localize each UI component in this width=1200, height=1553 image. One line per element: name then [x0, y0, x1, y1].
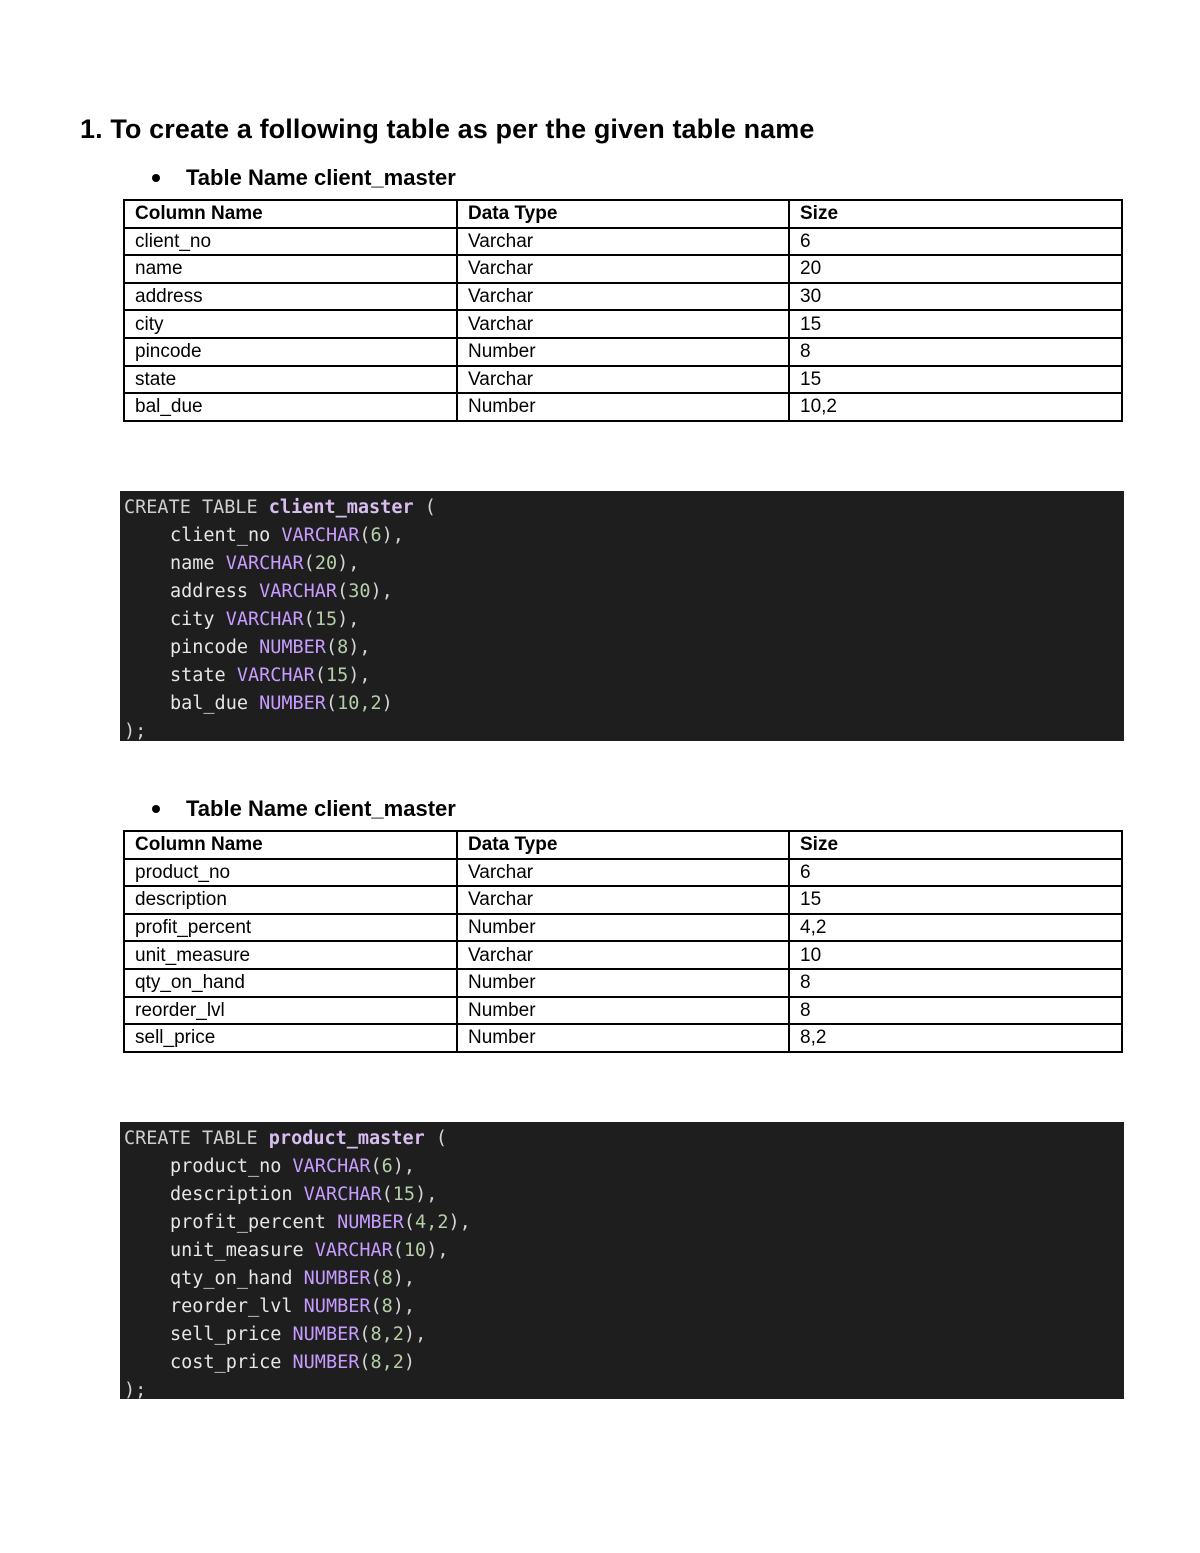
code-keyword: CREATE TABLE [124, 497, 258, 518]
table-row [124, 255, 1122, 283]
code-args: 8,2 [370, 1324, 404, 1345]
code-args: 30 [348, 581, 371, 602]
header-data-type: Data Type [457, 200, 789, 228]
cell-column-name: state [124, 366, 457, 394]
code-column-name: cost_price [170, 1352, 282, 1373]
table-row [124, 859, 1122, 887]
code-type: VARCHAR [303, 1184, 382, 1205]
cell-data-type: Number [457, 1024, 789, 1052]
code-column-name: client_no [170, 525, 271, 546]
cell-size: 8 [789, 338, 1122, 366]
code-line-create [124, 494, 1124, 522]
cell-data-type: Number [457, 338, 789, 366]
cell-data-type: Varchar [457, 859, 789, 887]
cell-column-name: city [124, 310, 457, 338]
code-column-name: bal_due [170, 693, 248, 714]
code-line-close [124, 718, 1124, 746]
code-args: 10,2 [337, 693, 382, 714]
code-separator: , [348, 609, 360, 630]
code-column-name: unit_measure [170, 1240, 304, 1261]
code-args: 8 [381, 1296, 393, 1317]
cell-size: 4,2 [789, 914, 1122, 942]
code-column-name: address [170, 581, 248, 602]
code-type: VARCHAR [225, 609, 304, 630]
code-separator: , [403, 1296, 416, 1317]
product-master-spec-table [123, 830, 1123, 1053]
cell-size: 8 [789, 969, 1122, 997]
code-args: 20 [314, 553, 338, 574]
code-column-name: pincode [170, 637, 248, 658]
code-line-column: client_no VARCHAR(6), [170, 525, 404, 546]
code-line-column: description VARCHAR(15), [170, 1184, 438, 1205]
code-column-name: profit_percent [170, 1212, 326, 1233]
code-type: NUMBER [292, 1352, 360, 1373]
code-column-name: state [170, 665, 226, 686]
code-type: NUMBER [303, 1268, 371, 1289]
table-row [124, 393, 1122, 421]
code-separator: , [459, 1212, 471, 1233]
cell-column-name: unit_measure [124, 941, 457, 969]
cell-size: 8,2 [789, 1024, 1122, 1052]
code-type: VARCHAR [259, 581, 338, 602]
code-args: 8 [337, 637, 349, 658]
code-type: NUMBER [259, 637, 326, 658]
code-line-column: bal_due NUMBER(10,2) [170, 693, 393, 714]
code-column-name: sell_price [170, 1324, 282, 1345]
cell-column-name: name [124, 255, 457, 283]
code-line-column: profit_percent NUMBER(4,2), [170, 1212, 471, 1233]
cell-data-type: Number [457, 914, 789, 942]
code-line-column: unit_measure VARCHAR(10), [170, 1240, 449, 1261]
header-size: Size [789, 831, 1122, 859]
code-separator: , [348, 553, 360, 574]
code-column-name: qty_on_hand [170, 1268, 293, 1289]
code-separator: , [437, 1240, 449, 1261]
page-heading: 1. To create a following table as per the given table name [80, 114, 815, 144]
table-row [124, 941, 1122, 969]
section-2-bullet [150, 794, 456, 824]
header-column-name: Column Name [124, 200, 457, 228]
cell-data-type: Varchar [457, 255, 789, 283]
code-line-column: qty_on_hand NUMBER(8), [170, 1268, 416, 1289]
cell-size: 15 [789, 366, 1122, 394]
code-line-column: address VARCHAR(30), [170, 581, 393, 602]
section-1-bullet [150, 163, 456, 193]
code-line-column: product_no VARCHAR(6), [170, 1156, 416, 1177]
code-type: VARCHAR [236, 665, 315, 686]
code-args: 8 [381, 1268, 393, 1289]
code-column-name: name [170, 553, 215, 574]
code-line-close [124, 1377, 1124, 1405]
code-separator: , [426, 1184, 438, 1205]
section-1-title: Table Name client_master [186, 165, 456, 190]
bullet-dot-icon [152, 805, 160, 813]
client-master-spec-table [123, 199, 1123, 422]
table-row [124, 997, 1122, 1025]
code-args: 6 [370, 525, 382, 546]
code-column-name: description [170, 1184, 293, 1205]
cell-size: 6 [789, 228, 1122, 256]
code-args: 4,2 [415, 1212, 449, 1233]
cell-column-name: qty_on_hand [124, 969, 457, 997]
table-row [124, 283, 1122, 311]
code-line-column: reorder_lvl NUMBER(8), [170, 1296, 416, 1317]
code-separator: , [359, 665, 371, 686]
code-args: 15 [325, 665, 349, 686]
code-table-name: product_master [268, 1128, 425, 1149]
code-separator: , [381, 581, 393, 602]
code-type: VARCHAR [314, 1240, 393, 1261]
cell-size: 8 [789, 997, 1122, 1025]
cell-size: 15 [789, 886, 1122, 914]
cell-column-name: client_no [124, 228, 457, 256]
code-type: NUMBER [292, 1324, 360, 1345]
code-column-name: product_no [170, 1156, 282, 1177]
code-close: ); [124, 1380, 147, 1401]
table-header-row [124, 200, 1122, 228]
code-line-column: cost_price NUMBER(8,2) [170, 1352, 416, 1373]
cell-data-type: Varchar [457, 310, 789, 338]
code-args: 15 [314, 609, 338, 630]
code-type: NUMBER [303, 1296, 371, 1317]
code-separator: , [403, 1156, 416, 1177]
table-row [124, 1024, 1122, 1052]
cell-column-name: reorder_lvl [124, 997, 457, 1025]
table-header-row [124, 831, 1122, 859]
code-line-column: pincode NUMBER(8), [170, 637, 371, 658]
table-row [124, 228, 1122, 256]
bullet-dot-icon [152, 174, 160, 182]
cell-size: 10 [789, 941, 1122, 969]
code-table-name: client_master [268, 497, 414, 518]
code-args: 10 [403, 1240, 427, 1261]
cell-column-name: bal_due [124, 393, 457, 421]
code-line-column: sell_price NUMBER(8,2), [170, 1324, 427, 1345]
code-separator: , [392, 525, 404, 546]
cell-size: 15 [789, 310, 1122, 338]
cell-size: 6 [789, 859, 1122, 887]
code-separator: , [359, 637, 371, 658]
table-row [124, 310, 1122, 338]
code-close: ); [124, 721, 147, 742]
table-row [124, 886, 1122, 914]
code-keyword: CREATE TABLE [124, 1128, 258, 1149]
cell-data-type: Number [457, 997, 789, 1025]
code-type: NUMBER [337, 1212, 404, 1233]
code-open-paren: ( [424, 1128, 448, 1149]
client-master-sql-code-block [120, 491, 1124, 741]
cell-size: 10,2 [789, 393, 1122, 421]
cell-data-type: Number [457, 969, 789, 997]
cell-column-name: address [124, 283, 457, 311]
code-open-paren: ( [413, 497, 436, 518]
cell-data-type: Varchar [457, 228, 789, 256]
code-type: VARCHAR [292, 1156, 371, 1177]
code-type: NUMBER [259, 693, 326, 714]
cell-data-type: Varchar [457, 886, 789, 914]
cell-data-type: Varchar [457, 366, 789, 394]
cell-data-type: Number [457, 393, 789, 421]
table-row [124, 969, 1122, 997]
code-line-column: state VARCHAR(15), [170, 665, 371, 686]
code-args: 6 [381, 1156, 393, 1177]
code-type: VARCHAR [225, 553, 304, 574]
code-separator: , [403, 1268, 416, 1289]
code-line-create [124, 1125, 1124, 1153]
code-args: 15 [392, 1184, 416, 1205]
header-column-name: Column Name [124, 831, 457, 859]
code-line-column: name VARCHAR(20), [170, 553, 360, 574]
cell-column-name: product_no [124, 859, 457, 887]
product-master-sql-code-block [120, 1122, 1124, 1399]
header-size: Size [789, 200, 1122, 228]
code-column-name: city [170, 609, 215, 630]
cell-column-name: description [124, 886, 457, 914]
table-row [124, 914, 1122, 942]
code-args: 8,2 [370, 1352, 404, 1373]
cell-data-type: Varchar [457, 283, 789, 311]
cell-data-type: Varchar [457, 941, 789, 969]
header-data-type: Data Type [457, 831, 789, 859]
code-line-column: city VARCHAR(15), [170, 609, 360, 630]
code-separator: , [415, 1324, 427, 1345]
section-2-title: Table Name client_master [186, 796, 456, 821]
cell-column-name: sell_price [124, 1024, 457, 1052]
code-column-name: reorder_lvl [170, 1296, 293, 1317]
cell-size: 20 [789, 255, 1122, 283]
cell-column-name: pincode [124, 338, 457, 366]
cell-column-name: profit_percent [124, 914, 457, 942]
cell-size: 30 [789, 283, 1122, 311]
table-row [124, 338, 1122, 366]
table-row [124, 366, 1122, 394]
code-type: VARCHAR [281, 525, 360, 546]
